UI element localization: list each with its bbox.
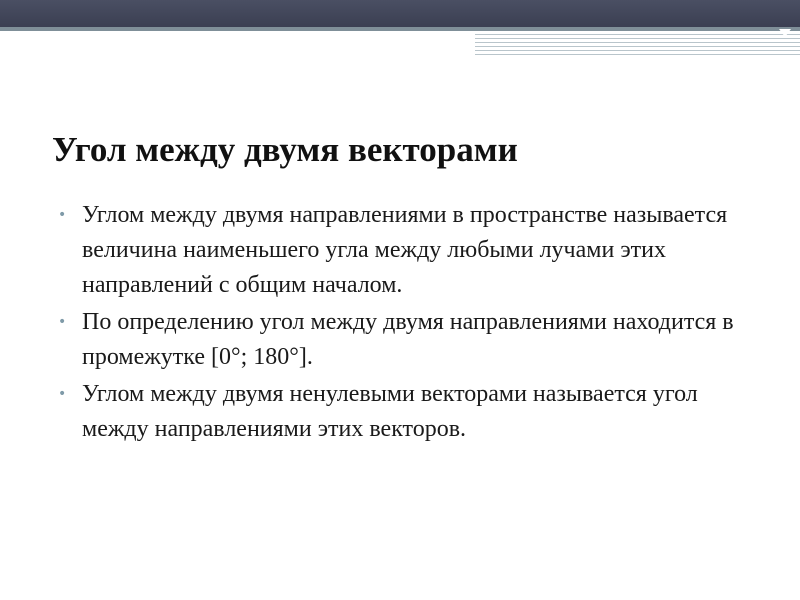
bullet-list: [58, 198, 748, 449]
bullet-icon: •: [58, 314, 67, 330]
decorative-line: [475, 38, 800, 39]
bullet-text: Углом между двумя направлениями в пространстве называется величина наименьшего угла между любыми лучами этих направлений с общим началом.: [82, 202, 728, 298]
slide-title: Угол между двумя векторами: [52, 130, 518, 169]
decorative-line: [475, 42, 800, 43]
bullet-text: Углом между двумя ненулевыми векторами называется угол между направлениями этих векторов.: [82, 381, 698, 442]
top-bar-accent: [0, 27, 800, 31]
decorative-line: [475, 50, 800, 51]
bullet-item: [58, 305, 748, 375]
decorative-line: [475, 54, 800, 55]
bullet-text: По определению угол между двумя направлениями находится в промежутке [0°; 180°].: [82, 309, 734, 370]
decorative-triangle-icon: [779, 29, 791, 37]
bullet-item: [58, 377, 748, 447]
decorative-line: [475, 34, 800, 35]
top-bar: [0, 0, 800, 27]
bullet-icon: •: [58, 386, 67, 402]
bullet-icon: •: [58, 207, 67, 223]
decorative-line: [475, 46, 800, 47]
bullet-item: [58, 198, 748, 303]
